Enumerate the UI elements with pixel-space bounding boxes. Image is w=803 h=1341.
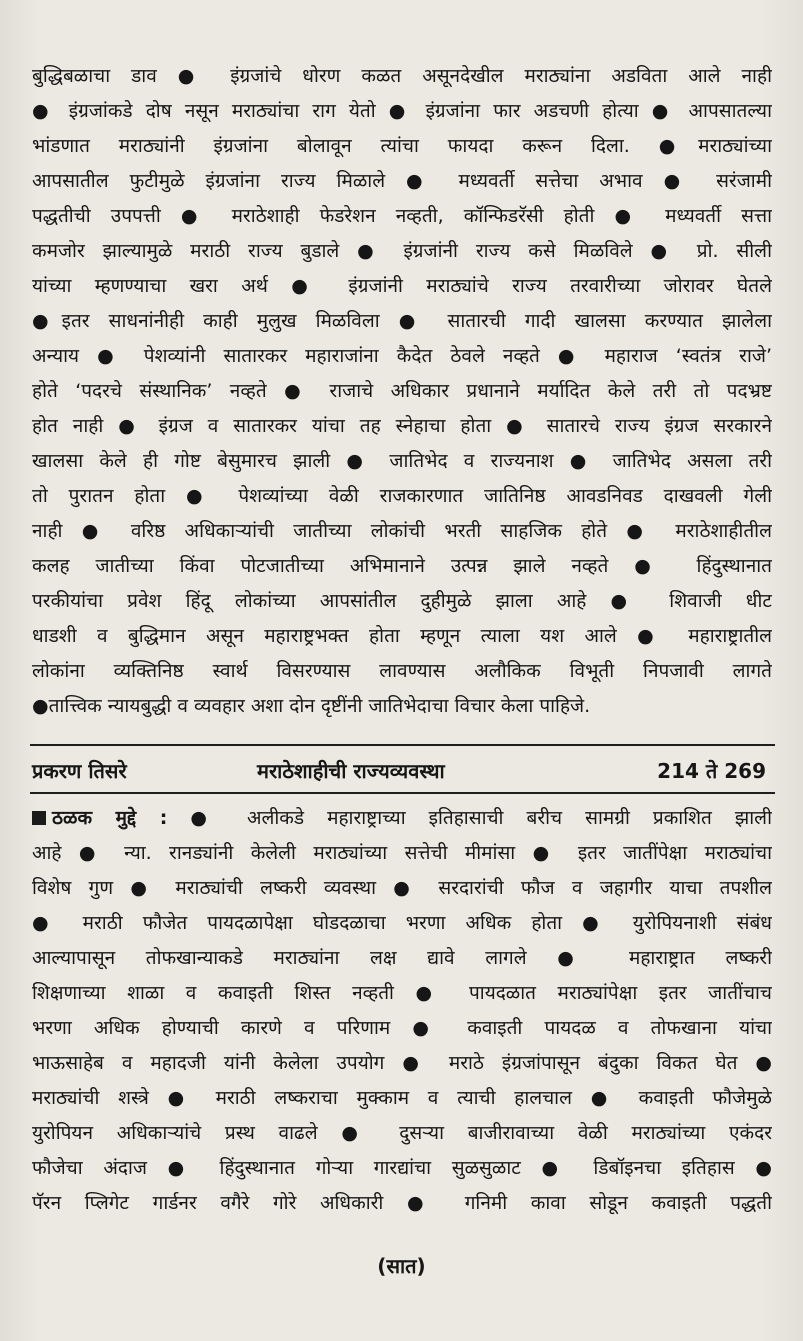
text-line-lead (32, 806, 772, 830)
text-line: धाडशी व बुद्धिमान असून महाराष्ट्रभक्त होता म्हणून त्याला यश आले ● महाराष्ट्रातील (32, 625, 772, 647)
text-line: फौजेचा अंदाज ● हिंदुस्थानात गोऱ्या गारद्यांचा सुळसुळाट ● डिबॉइनचा इतिहास ● (32, 1157, 772, 1179)
text-line: भाऊसाहेब व महादजी यांनी केलेला उपयोग ● मराठे इंग्रजांपासून बंदुका विकत घेत ● (32, 1052, 772, 1074)
divider-top (30, 744, 775, 746)
text-line: अन्याय ● पेशव्यांनी सातारकर महाराजांना कैदेत ठेवले नव्हते ● महाराज ‘स्वतंत्र राजे’ (32, 345, 772, 367)
text-line: नाही ● वरिष्ठ अधिकाऱ्यांची जातीच्या लोकांची भरती साहजिक होते ● मराठेशाहीतील (32, 520, 772, 542)
text-line: बुद्धिबळाचा डाव ● इंग्रजांचे धोरण कळत असूनदेखील मराठ्यांना अडविता आले नाही (32, 65, 772, 87)
text-line: आपसातील फुटीमुळे इंग्रजांना राज्य मिळाले ● मध्यवर्ती सत्तेचा अभाव ● सरंजामी (32, 170, 772, 192)
text-fragment: ● अलीकडे महाराष्ट्राच्या इतिहासाची बरीच सामग्री प्रकाशित झाली (167, 807, 772, 829)
text-line: मराठ्यांची शस्त्रे ● मराठी लष्कराचा मुक्काम व त्याची हालचाल ● कवाइती फौजेमुळे (32, 1087, 772, 1109)
text-line: युरोपियन अधिकाऱ्यांचे प्रस्थ वाढले ● दुसऱ्या बाजीरावाच्या वेळी मराठ्यांच्या एकंदर (32, 1122, 772, 1144)
text-line: परकीयांचा प्रवेश हिंदू लोकांच्या आपसांतील दुहीमुळे झाला आहे ● शिवाजी धीट (32, 590, 772, 612)
text-line: पद्धतीची उपपत्ती ● मराठेशाही फेडरेशन नव्हती, कॉन्फिडरॅसी होती ● मध्यवर्ती सत्ता (32, 205, 772, 227)
text-line: कलह जातीच्या किंवा पोटजातीच्या अभिमानाने उत्पन्न झाले नव्हते ● हिंदुस्थानात (32, 555, 772, 577)
text-line: भरणा अधिक होण्याची कारणे व परिणाम ● कवाइती पायदळ व तोफखाना यांचा (32, 1017, 772, 1039)
text-line: होत नाही ● इंग्रज व सातारकर यांचा तह स्नेहाचा होता ● सातारचे राज्य इंग्रज सरकारने (32, 415, 772, 437)
text-line: आल्यापासून तोफखान्याकडे मराठ्यांना लक्ष द्यावे लागले ● महाराष्ट्रात लष्करी (32, 947, 772, 969)
text-line: खालसा केले ही गोष्ट बेसुमारच झाली ● जातिभेद व राज्यनाश ● जातिभेद असला तरी (32, 450, 772, 472)
text-line: यांच्या म्हणण्याचा खरा अर्थ ● इंग्रजांनी मराठ्यांचे राज्य तरवारीच्या जोरावर घेतले (32, 275, 772, 297)
text-line: ● इंग्रजांकडे दोष नसून मराठ्यांचा राग येतो ● इंग्रजांना फार अडचणी होत्या ● आपसातल्या (32, 100, 772, 122)
square-bullet-icon (32, 811, 46, 825)
page-number: (सात) (377, 1254, 426, 1278)
text-line: तो पुरातन होता ● पेशव्यांच्या वेळी राजकारणात जातिनिष्ठ आवडनिवड दाखवली गेली (32, 485, 772, 507)
text-line: भांडणात मराठ्यांनी इंग्रजांना बोलावून त्यांचा फायदा करून दिला. ●मराठ्यांच्या (32, 135, 772, 157)
text-line: आहे ● न्या. रानड्यांनी केलेली मराठ्यांच्या सत्तेची मीमांसा ● इतर जातींपेक्षा मराठ्यांचा (32, 842, 772, 864)
chapter-label: प्रकरण तिसरे (32, 759, 127, 783)
highlights-lead: ठळक मुद्दे : (52, 807, 168, 829)
chapter-title: मराठेशाहीची राज्यव्यवस्था (257, 759, 445, 783)
text-line: ●तात्त्विक न्यायबुद्धी व व्यवहार अशा दोन दृष्टींनी जातिभेदाचा विचार केला पाहिजे. (32, 695, 591, 717)
chapter-heading (32, 757, 772, 785)
text-line: कमजोर झाल्यामुळे मराठी राज्य बुडाले ● इंग्रजांनी राज्य कसे मिळविले ● प्रो. सीली (32, 240, 772, 262)
divider-bottom (30, 792, 775, 794)
text-line: ● मराठी फौजेत पायदळापेक्षा घोडदळाचा भरणा अधिक होता ● युरोपियनाशी संबंध (32, 912, 772, 934)
text-line: ●इतर साधनांनीही काही मुलुख मिळविला ● सातारची गादी खालसा करण्यात झालेला (32, 310, 772, 332)
text-line: होते ‘पदरचे संस्थानिक’ नव्हते ● राजाचे अधिकार प्रधानाने मर्यादित केले तरी तो पदभ्रष्ट (32, 380, 772, 402)
text-line: विशेष गुण ● मराठ्यांची लष्करी व्यवस्था ● सरदारांची फौज व जहागीर याचा तपशील (32, 877, 772, 899)
text-line: लोकांना व्यक्तिनिष्ठ स्वार्थ विसरण्यास लावण्यास अलौकिक विभूती निपजावी लागते (32, 660, 772, 682)
text-line: पॅरन प्लिगेट गार्डनर वगैरे गोरे अधिकारी ● गनिमी कावा सोडून कवाइती पद्धती (32, 1192, 772, 1214)
chapter-page-range: 214 ते 269 (657, 759, 766, 783)
text-line: शिक्षणाच्या शाळा व कवाइती शिस्त नव्हती ● पायदळात मराठ्यांपेक्षा इतर जातींचाच (32, 982, 772, 1004)
